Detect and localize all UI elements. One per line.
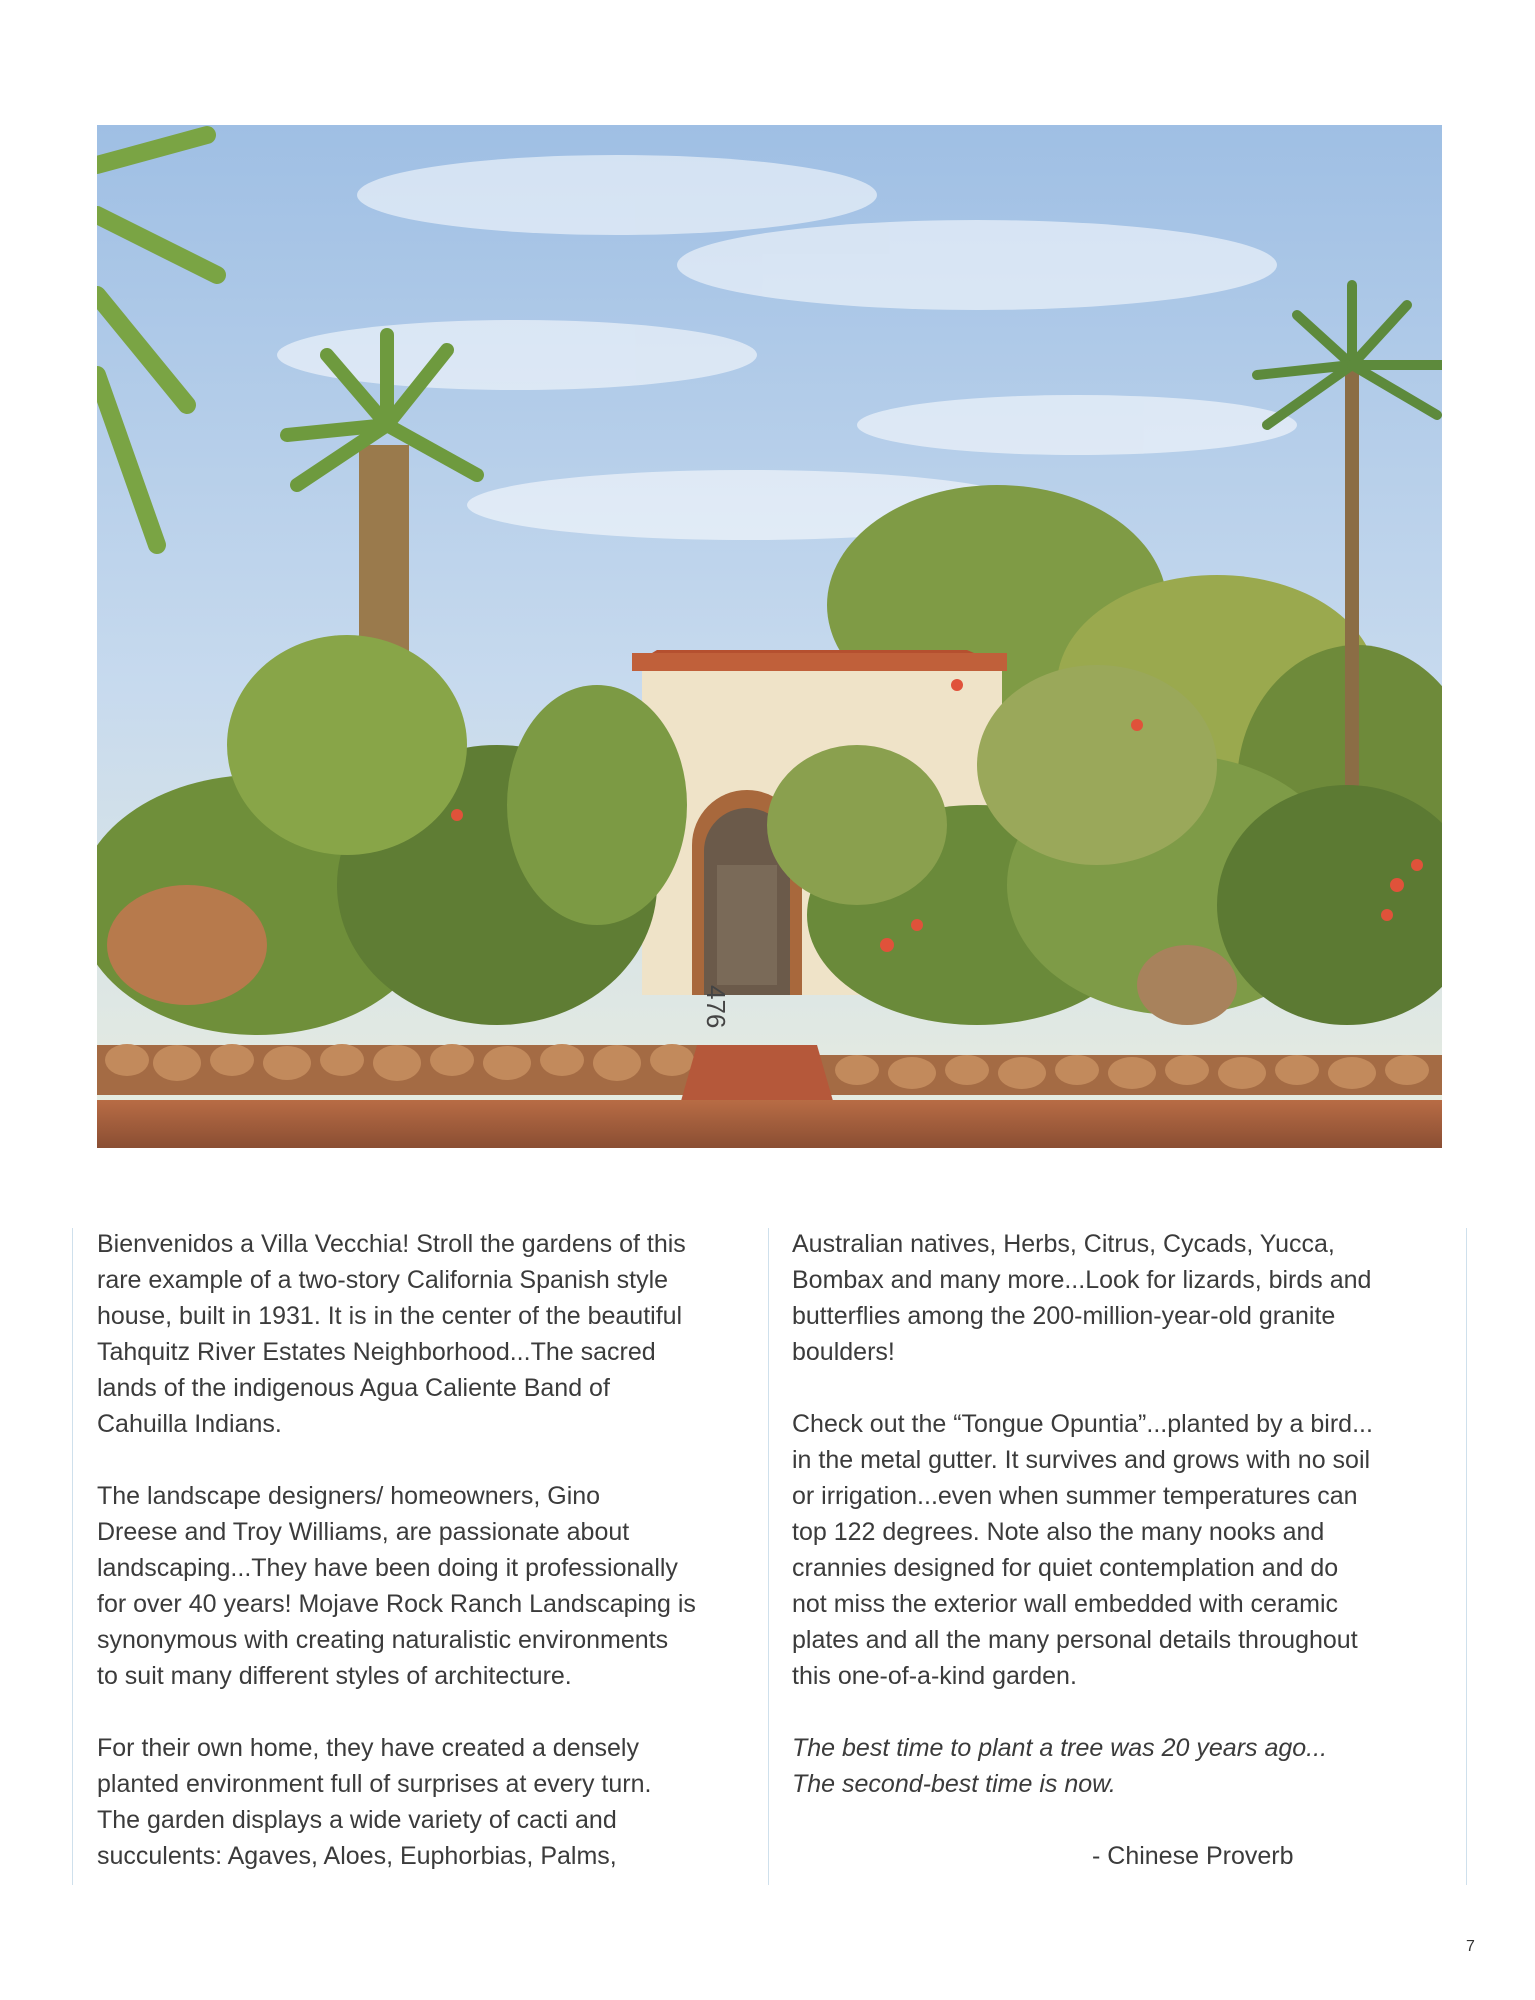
sidewalk [97,1100,1442,1148]
proverb-quote: The best time to plant a tree was 20 years ago... The second-best time is now. [792,1734,1328,1798]
page-number: 7 [1466,1938,1475,1955]
paragraph-opuntia: Check out the “Tongue Opuntia”...planted by a bird... in the metal gutter. It survives and grows with no soil or irrigation...even when summer temperatures can top 122 degrees. Note also the many nooks and crannies designed for quiet contemplation and do not miss the exterior wall embedded with ceramic plates and all the many personal details throughout this one-of-a-kind garden. [792,1410,1373,1690]
paragraph-intro: Bienvenidos a Villa Vecchia! Stroll the gardens of this rare example of a two-story California Spanish style house, built in 1931. It is in the center of the beautiful Tahquitz River Estates Neighborhood...The sacred lands of the indigenous Agua Caliente Band of Cahuilla Indians. [97,1230,686,1438]
house-garden-photo [97,125,1442,1148]
column-rule-right [1466,1228,1467,1885]
garden-photo-illustration [97,125,1442,1148]
column-rule-left [72,1228,73,1885]
paragraph-plants: Australian natives, Herbs, Citrus, Cycads, Yucca, Bombax and many more...Look for lizards, birds and butterflies among the 200-million-year-old granite boulders! [792,1230,1372,1366]
house-number: 476 [701,985,731,1029]
column-rule-middle [768,1228,769,1885]
left-text-column [97,1226,757,1910]
paragraph-garden: For their own home, they have created a densely planted environment full of surprises at every turn. The garden displays a wide variety of cacti and succulents: Agaves, Aloes, Euphorbias, Palms, [97,1734,652,1870]
right-text-column [792,1226,1452,1910]
paragraph-designers: The landscape designers/ homeowners, Gino Dreese and Troy Williams, are passionate about landscaping...They have been doing it professionally for over 40 years! Mojave Rock Ranch Landscaping is synonymous with creating naturalistic environments to suit many different styles of architecture. [97,1482,696,1690]
proverb-attribution: - Chinese Proverb [1092,1842,1294,1870]
